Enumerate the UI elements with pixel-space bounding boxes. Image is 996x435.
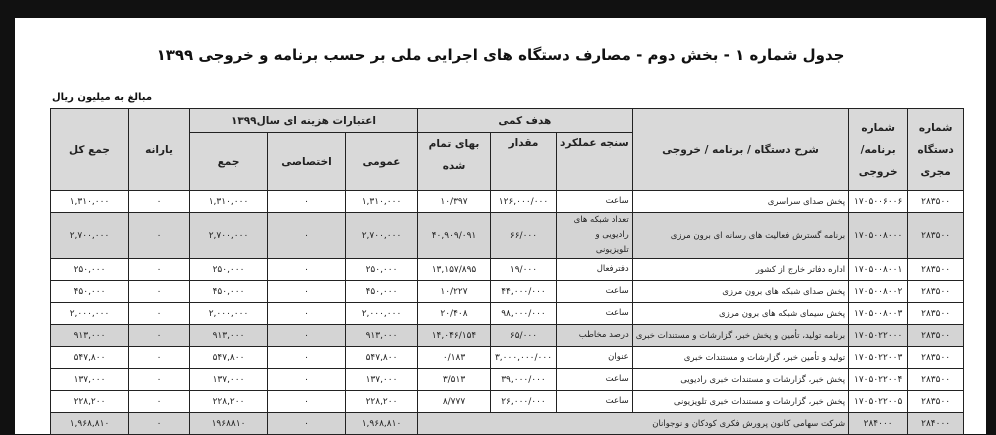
cell-subsidy: ۰ <box>129 391 190 413</box>
cell-measure: درصد مخاطب <box>557 325 633 347</box>
cell-agency-no: ۲۸۳۵۰۰ <box>908 347 964 369</box>
cell-total: ۱,۹۶۸,۸۱۰ <box>51 413 129 435</box>
cell-total: ۵۴۷,۸۰۰ <box>51 347 129 369</box>
cell-subsidy: ۰ <box>129 213 190 259</box>
header-quant-target: هدف کمی <box>418 109 633 133</box>
cell-general: ۱,۳۱۰,۰۰۰ <box>346 191 418 213</box>
cell-measure: عنوان <box>557 347 633 369</box>
cell-sum: ۲۲۸,۲۰۰ <box>190 391 268 413</box>
cell-sum: ۲,۰۰۰,۰۰۰ <box>190 303 268 325</box>
header-agency-no: شماره دستگاه مجری <box>908 109 964 191</box>
cell-unit-cost: ۲۰/۴۰۸ <box>418 303 491 325</box>
cell-unit-cost: ۳/۵۱۳ <box>418 369 491 391</box>
cell-description: پخش خبر، گزارشات و مستندات خبری تلویزیونی <box>632 391 848 413</box>
header-general: عمومی <box>346 133 418 191</box>
cell-total: ۲,۷۰۰,۰۰۰ <box>51 213 129 259</box>
cell-unit-cost: ۱۰/۲۲۷ <box>418 281 491 303</box>
cell-sum: ۵۴۷,۸۰۰ <box>190 347 268 369</box>
cell-general: ۲۵۰,۰۰۰ <box>346 259 418 281</box>
header-total: جمع کل <box>51 109 129 191</box>
cell-subsidy: ۰ <box>129 259 190 281</box>
table-row <box>51 347 964 369</box>
cell-agency-no: ۲۸۳۵۰۰ <box>908 259 964 281</box>
cell-subsidy: ۰ <box>129 369 190 391</box>
cell-general: ۲,۷۰۰,۰۰۰ <box>346 213 418 259</box>
cell-unit-cost: ۱۰/۳۹۷ <box>418 191 491 213</box>
cell-amount: ۶۶/۰۰۰ <box>491 213 557 259</box>
cell-sum: ۴۵۰,۰۰۰ <box>190 281 268 303</box>
cell-subsidy: ۰ <box>129 191 190 213</box>
cell-program-no: ۱۷۰۵۰۰۸۰۰۱ <box>849 259 908 281</box>
table-row <box>51 303 964 325</box>
cell-measure: ساعت <box>557 303 633 325</box>
header-subsidy: یارانه <box>129 109 190 191</box>
cell-program-no: ۱۷۰۵۰۲۲۰۰۴ <box>849 369 908 391</box>
cell-total: ۲,۰۰۰,۰۰۰ <box>51 303 129 325</box>
cell-description: پخش صدای شبکه های برون مرزی <box>632 281 848 303</box>
cell-description: پخش خبر، گزارشات و مستندات خبری رادیویی <box>632 369 848 391</box>
cell-description: برنامه تولید، تأمین و پخش خبر، گزارشات و مستندات خبری <box>632 325 848 347</box>
table-row <box>51 259 964 281</box>
cell-general: ۲,۰۰۰,۰۰۰ <box>346 303 418 325</box>
table-row <box>51 325 964 347</box>
cell-agency-no: ۲۸۳۵۰۰ <box>908 191 964 213</box>
cell-special: ۰ <box>268 191 346 213</box>
table-row <box>51 369 964 391</box>
cell-amount: ۶۵/۰۰۰ <box>491 325 557 347</box>
cell-subsidy: ۰ <box>129 347 190 369</box>
cell-amount: ۹۸,۰۰۰/۰۰۰ <box>491 303 557 325</box>
cell-description: پخش صدای سراسری <box>632 191 848 213</box>
cell-agency-no: ۲۸۳۵۰۰ <box>908 369 964 391</box>
cell-special: ۰ <box>268 347 346 369</box>
budget-table <box>50 108 964 435</box>
cell-measure: تعداد شبکه های رادیویی و تلویزیونی <box>557 213 633 259</box>
cell-agency-no: ۲۸۳۵۰۰ <box>908 281 964 303</box>
table-row <box>51 191 964 213</box>
cell-description: شرکت سهامی کانون پرورش فکری کودکان و نوجوانان <box>418 413 849 435</box>
cell-special: ۰ <box>268 281 346 303</box>
cell-program-no: ۱۷۰۵۰۰۸۰۰۳ <box>849 303 908 325</box>
cell-amount: ۴۴,۰۰۰/۰۰۰ <box>491 281 557 303</box>
cell-subsidy: ۰ <box>129 303 190 325</box>
cell-program-no: ۱۷۰۵۰۲۲۰۰۵ <box>849 391 908 413</box>
cell-measure: ساعت <box>557 191 633 213</box>
document-page <box>15 18 986 434</box>
cell-unit-cost: ۱۴,۰۴۶/۱۵۴ <box>418 325 491 347</box>
cell-amount: ۳,۰۰۰,۰۰۰/۰۰۰ <box>491 347 557 369</box>
cell-total: ۲۲۸,۲۰۰ <box>51 391 129 413</box>
cell-general: ۵۴۷,۸۰۰ <box>346 347 418 369</box>
cell-description: تولید و تأمین خبر، گزارشات و مستندات خبری <box>632 347 848 369</box>
header-program-no: شماره برنامه/ خروجی <box>849 109 908 191</box>
cell-program-no: ۱۷۰۵۰۲۲۰۰۰ <box>849 325 908 347</box>
table-row <box>51 391 964 413</box>
cell-program-no: ۱۷۰۵۰۲۲۰۰۳ <box>849 347 908 369</box>
header-credits: اعتبارات هزینه ای سال۱۳۹۹ <box>190 109 418 133</box>
cell-sum: ۲۵۰,۰۰۰ <box>190 259 268 281</box>
cell-agency-no: ۲۸۴۰۰۰ <box>908 413 964 435</box>
cell-special: ۰ <box>268 413 346 435</box>
table-row <box>51 413 964 435</box>
cell-program-no: ۱۷۰۵۰۰۶۰۰۶ <box>849 191 908 213</box>
table-row <box>51 281 964 303</box>
cell-unit-cost: ۴۰,۹۰۹/۰۹۱ <box>418 213 491 259</box>
cell-program-no: ۲۸۴۰۰۰ <box>849 413 908 435</box>
header-sum: جمع <box>190 133 268 191</box>
cell-sum: ۹۱۳,۰۰۰ <box>190 325 268 347</box>
cell-measure: ساعت <box>557 281 633 303</box>
cell-general: ۲۲۸,۲۰۰ <box>346 391 418 413</box>
cell-agency-no: ۲۸۳۵۰۰ <box>908 303 964 325</box>
cell-description: پخش سیمای شبکه های برون مرزی <box>632 303 848 325</box>
header-measure: سنجه عملکرد <box>557 133 633 191</box>
cell-subsidy: ۰ <box>129 325 190 347</box>
header-description: شرح دستگاه / برنامه / خروجی <box>632 109 848 191</box>
header-unit-cost: بهای تمام شده <box>418 133 491 191</box>
cell-description: برنامه گسترش فعالیت های رسانه ای برون مرزی <box>632 213 848 259</box>
cell-description: اداره دفاتر خارج از کشور <box>632 259 848 281</box>
cell-agency-no: ۲۸۳۵۰۰ <box>908 391 964 413</box>
cell-general: ۹۱۳,۰۰۰ <box>346 325 418 347</box>
cell-unit-cost: ۸/۷۷۷ <box>418 391 491 413</box>
cell-program-no: ۱۷۰۵۰۰۸۰۰۲ <box>849 281 908 303</box>
cell-sum: ۱,۳۱۰,۰۰۰ <box>190 191 268 213</box>
cell-total: ۴۵۰,۰۰۰ <box>51 281 129 303</box>
header-special: اختصاصی <box>268 133 346 191</box>
cell-agency-no: ۲۸۳۵۰۰ <box>908 325 964 347</box>
table-row <box>51 213 964 259</box>
cell-sum: ۱۳۷,۰۰۰ <box>190 369 268 391</box>
cell-general: ۱۳۷,۰۰۰ <box>346 369 418 391</box>
cell-sum: ۱۹۶۸۸۱۰ <box>190 413 268 435</box>
unit-note: مبالغ به میلیون ریال <box>52 92 153 103</box>
cell-agency-no: ۲۸۳۵۰۰ <box>908 213 964 259</box>
cell-special: ۰ <box>268 391 346 413</box>
cell-subsidy: ۰ <box>129 413 190 435</box>
cell-total: ۱,۳۱۰,۰۰۰ <box>51 191 129 213</box>
cell-special: ۰ <box>268 325 346 347</box>
cell-measure: ساعت <box>557 391 633 413</box>
cell-program-no: ۱۷۰۵۰۰۸۰۰۰ <box>849 213 908 259</box>
cell-special: ۰ <box>268 259 346 281</box>
cell-total: ۲۵۰,۰۰۰ <box>51 259 129 281</box>
cell-special: ۰ <box>268 369 346 391</box>
header-amount: مقدار <box>491 133 557 191</box>
page-title: جدول شماره ۱ - بخش دوم - مصارف دستگاه های اجرایی ملی بر حسب برنامه و خروجی ۱۳۹۹ <box>156 46 845 64</box>
cell-special: ۰ <box>268 303 346 325</box>
cell-subsidy: ۰ <box>129 281 190 303</box>
cell-general: ۴۵۰,۰۰۰ <box>346 281 418 303</box>
cell-sum: ۲,۷۰۰,۰۰۰ <box>190 213 268 259</box>
cell-total: ۹۱۳,۰۰۰ <box>51 325 129 347</box>
cell-amount: ۳۹,۰۰۰/۰۰۰ <box>491 369 557 391</box>
cell-special: ۰ <box>268 213 346 259</box>
cell-unit-cost: ۰/۱۸۳ <box>418 347 491 369</box>
cell-measure: دفترفعال <box>557 259 633 281</box>
cell-measure: ساعت <box>557 369 633 391</box>
cell-amount: ۲۶,۰۰۰/۰۰۰ <box>491 391 557 413</box>
cell-total: ۱۳۷,۰۰۰ <box>51 369 129 391</box>
cell-amount: ۱۹/۰۰۰ <box>491 259 557 281</box>
cell-general: ۱,۹۶۸,۸۱۰ <box>346 413 418 435</box>
cell-unit-cost: ۱۳,۱۵۷/۸۹۵ <box>418 259 491 281</box>
cell-amount: ۱۲۶,۰۰۰/۰۰۰ <box>491 191 557 213</box>
